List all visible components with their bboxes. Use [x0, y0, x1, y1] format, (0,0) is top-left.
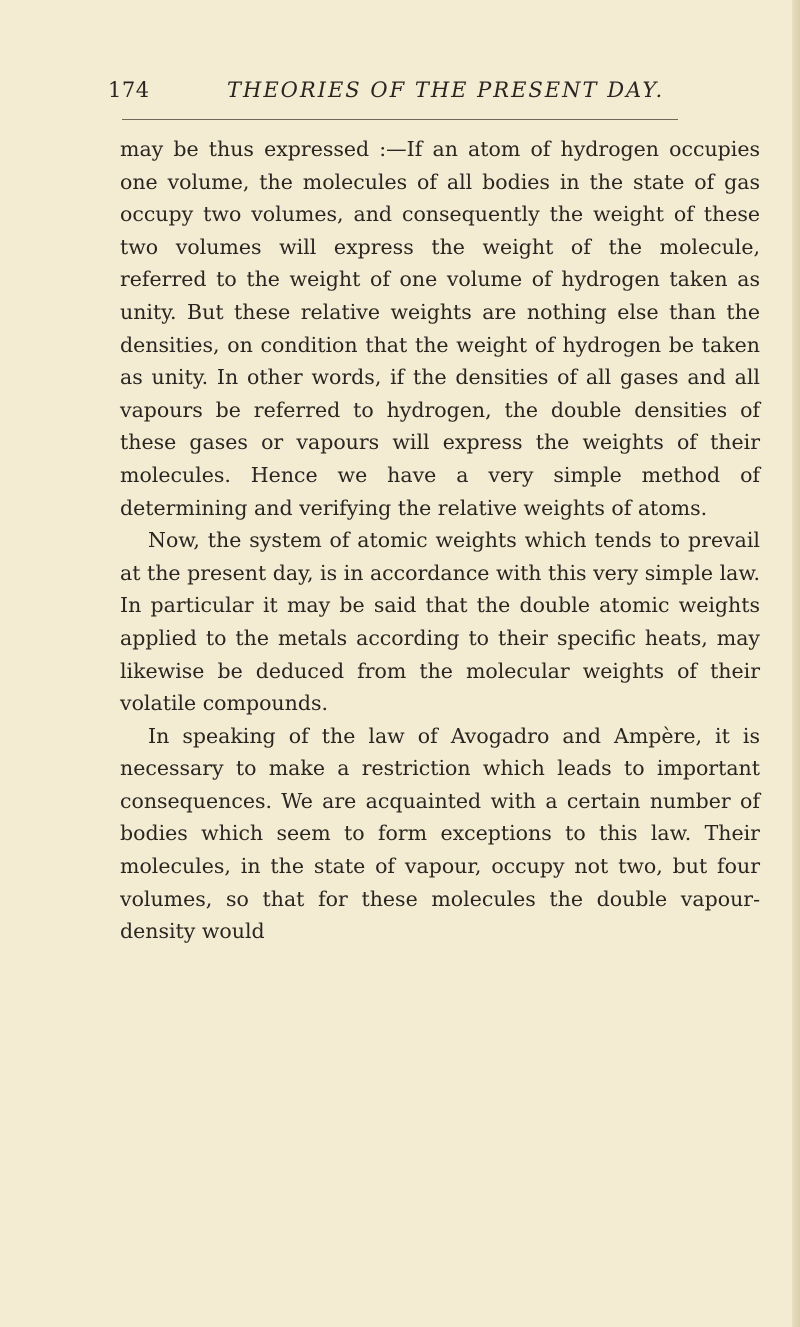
- paragraph-1: may be thus expressed :—If an atom of hydrogen occupies one volume, the molecules of all bodies in the state of gas occupy two volumes, and consequently the weight of these two volumes will express the weight of the molecule, referred to the weight of one volume of hydrogen taken as unity. But these relative weights are nothing else than the densities, on condition that the weight of hydrogen be taken as unity. In other words, if the densities of all gases and all vapours be referred to hydrogen, the double densities of these gases or vapours will express the weights of their molecules. Hence we have a very simple method of determining and verifying the relative weights of atoms.: [120, 137, 760, 520]
- paragraph-3: In speaking of the law of Avogadro and Ampère, it is necessary to make a restriction which leads to important consequences. We are acquainted with a certain number of bodies which seem to form exceptions to this law. Their molecules, in the state of vapour, occupy not two, but four volumes, so that for these molecules the double vapour-density would: [120, 723, 760, 944]
- page-number: 174: [108, 78, 150, 102]
- running-head: [108, 78, 678, 108]
- running-title: THEORIES OF THE PRESENT DAY.: [227, 78, 665, 102]
- header-rule: [122, 119, 678, 120]
- body-text: [120, 133, 760, 948]
- paragraph-2: Now, the system of atomic weights which tends to prevail at the present day, is in accordance with this very simple law. In particular it may be said that the double atomic weights applied to the metals according to their specific heats, may likewise be deduced from the molecular weights of their volatile compounds.: [120, 528, 760, 716]
- page-edge: [792, 0, 800, 1327]
